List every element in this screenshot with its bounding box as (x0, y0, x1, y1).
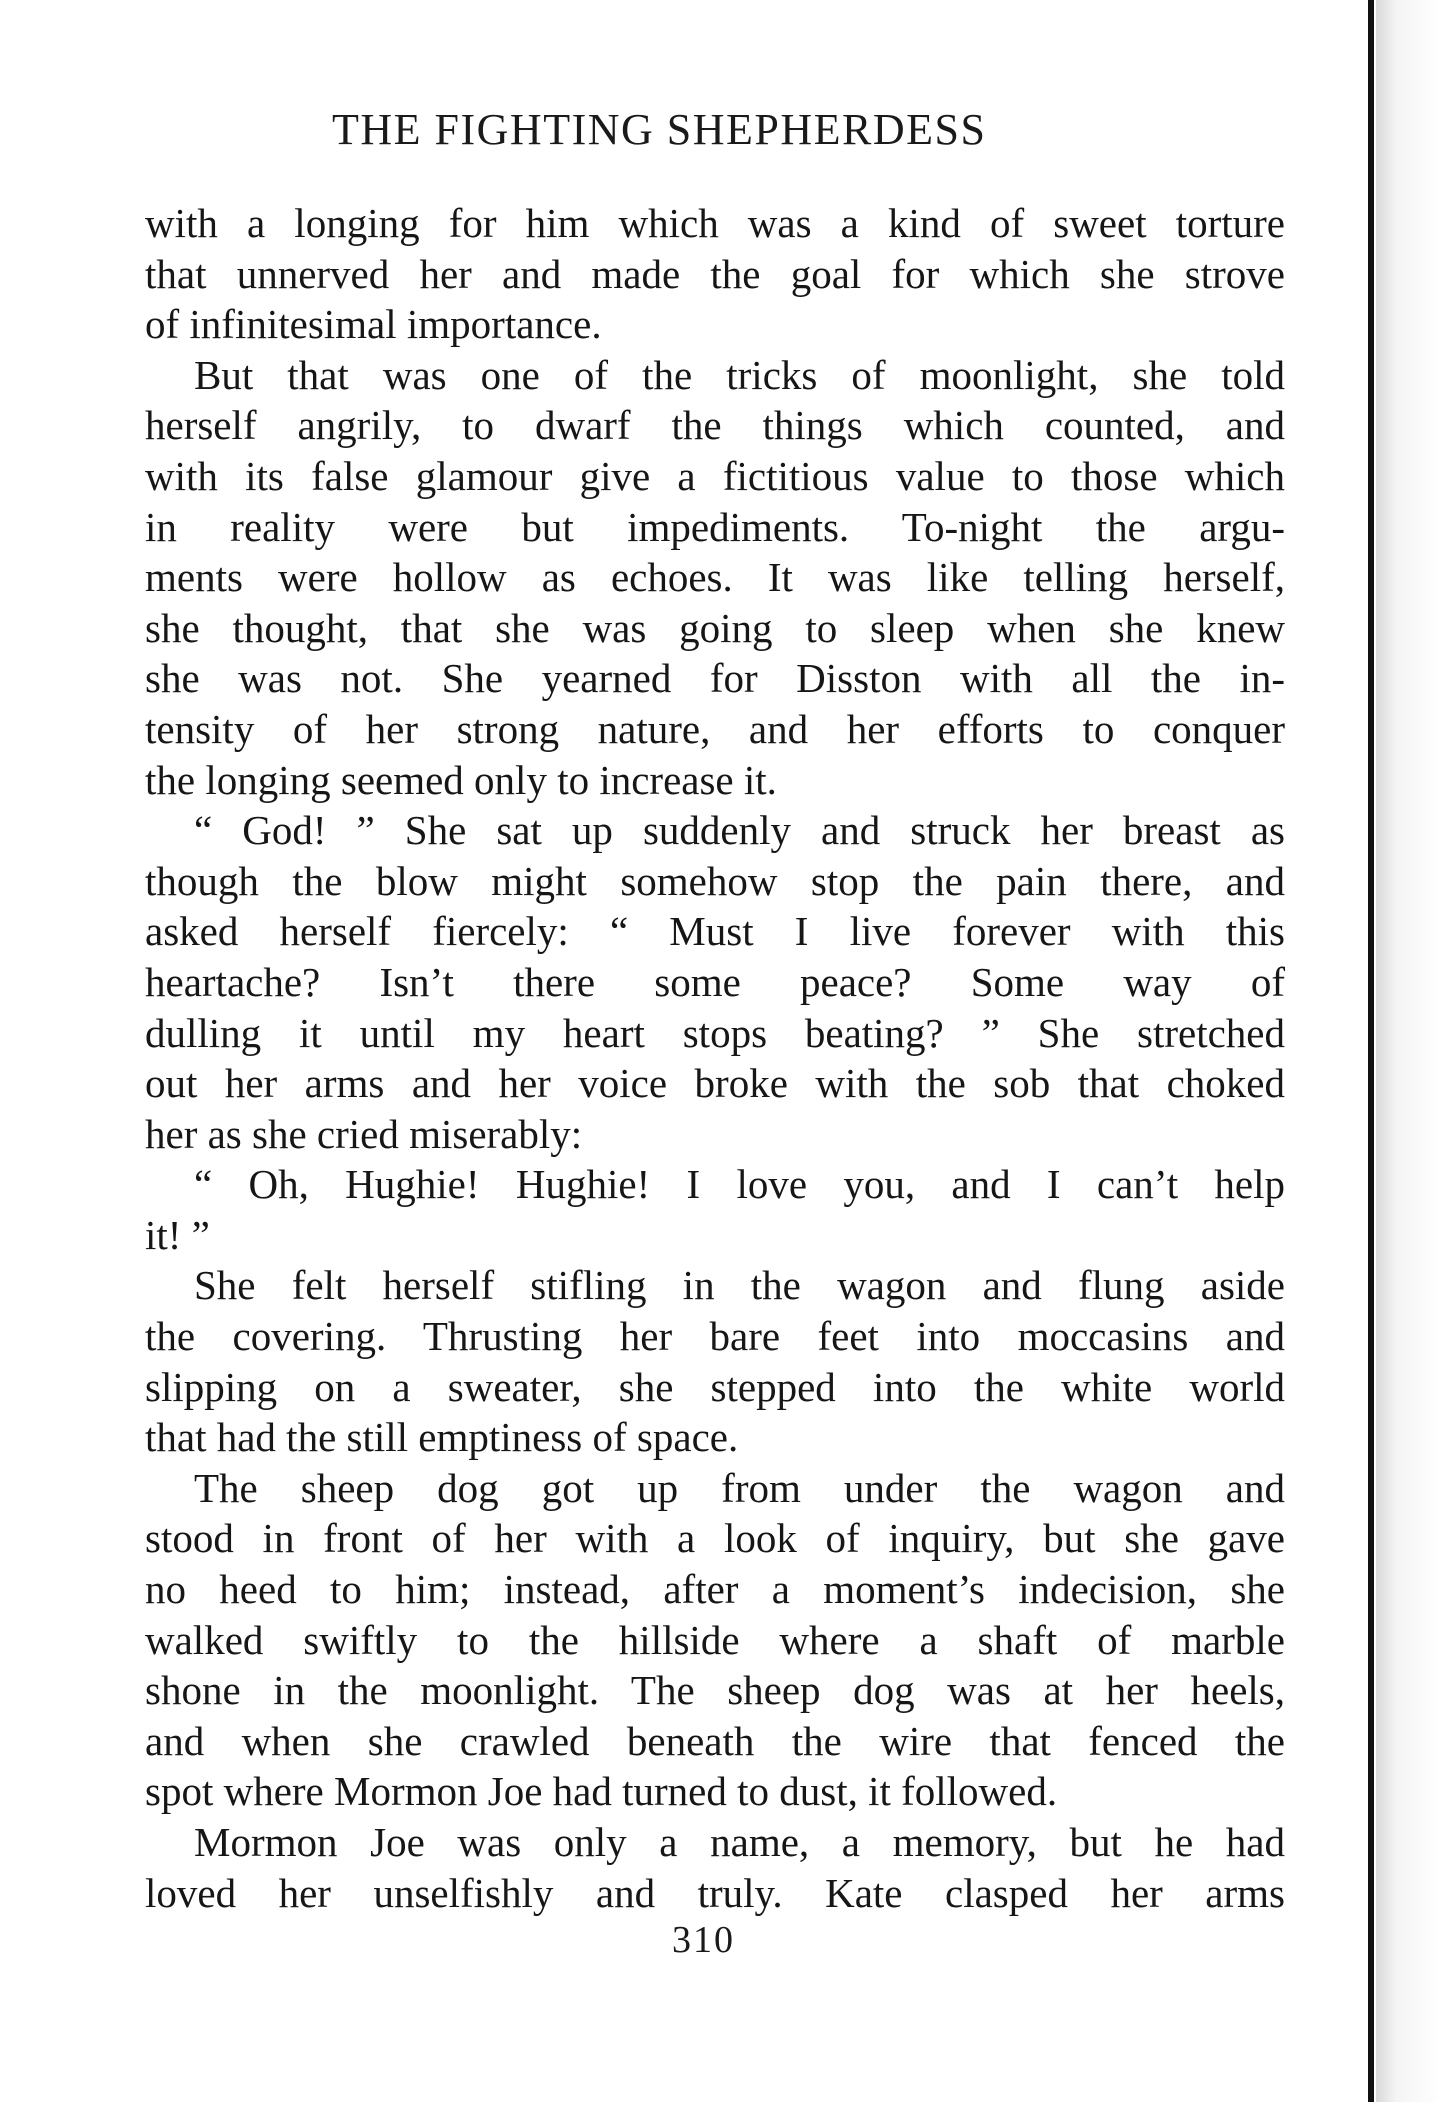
text-line: that had the still emptiness of space. (145, 1414, 739, 1461)
text-line: heartache? Isn’t there some peace? Some way of (145, 958, 1285, 1005)
text-line: dulling it until my heart stops beating? ” She stretched (145, 1009, 1285, 1056)
text-line: that unnerved her and made the goal for which she strove (145, 250, 1285, 297)
text-line: the covering. Thrusting her bare feet into moccasins and (145, 1313, 1285, 1360)
text-line: her as she cried miserably: (145, 1110, 583, 1157)
text-line: of infinitesimal importance. (145, 301, 602, 348)
text-line: ments were hollow as echoes. It was like telling herself, (145, 554, 1285, 601)
text-line: no heed to him; instead, after a moment’s indecision, she (145, 1566, 1285, 1613)
text-line: she thought, that she was going to sleep when she knew (145, 604, 1285, 651)
page-number: 310 (672, 1919, 735, 1961)
text-line: out her arms and her voice broke with the sob that choked (145, 1060, 1285, 1107)
text-line: the longing seemed only to increase it. (145, 756, 777, 803)
binding-shadow (1376, 0, 1442, 2102)
running-head: THE FIGHTING SHEPHERDESS (332, 105, 987, 154)
text-line: it! ” (145, 1211, 210, 1258)
text-line: asked herself fiercely: “ Must I live forever with this (145, 908, 1285, 955)
text-line: she was not. She yearned for Disston with all the in- (145, 655, 1285, 702)
text-line: loved her unselfishly and truly. Kate clasped her arms (145, 1869, 1285, 1916)
text-line: Mormon Joe was only a name, a memory, but he had (194, 1819, 1285, 1865)
text-line: But that was one of the tricks of moonlight, she told (194, 351, 1285, 398)
text-line: She felt herself stifling in the wagon and flung aside (194, 1262, 1285, 1309)
text-line: with its false glamour give a fictitious value to those which (145, 452, 1285, 499)
text-line: with a longing for him which was a kind of sweet torture (145, 200, 1285, 246)
text-line: slipping on a sweater, she stepped into the white world (145, 1363, 1285, 1410)
text-line: and when she crawled beneath the wire that fenced the (145, 1717, 1285, 1764)
binding-edge (1368, 0, 1374, 2102)
text-line: spot where Mormon Joe had turned to dust, it followed. (145, 1768, 1058, 1815)
text-line: tensity of her strong nature, and her efforts to conquer (145, 705, 1285, 752)
text-line: stood in front of her with a look of inquiry, but she gave (145, 1515, 1285, 1562)
text-line: “ Oh, Hughie! Hughie! I love you, and I can’t help (194, 1161, 1285, 1208)
text-line: walked swiftly to the hillside where a shaft of marble (145, 1616, 1285, 1663)
text-line: though the blow might somehow stop the pain there, and (145, 857, 1285, 904)
text-line: herself angrily, to dwarf the things which counted, and (145, 402, 1285, 449)
text-line: shone in the moonlight. The sheep dog was at her heels, (145, 1667, 1285, 1714)
text-line: “ God! ” She sat up suddenly and struck her breast as (194, 807, 1285, 854)
body-text (145, 198, 1285, 1918)
text-line: The sheep dog got up from under the wagon and (194, 1464, 1285, 1511)
text-line: in reality were but impediments. To-night the argu- (145, 503, 1285, 550)
